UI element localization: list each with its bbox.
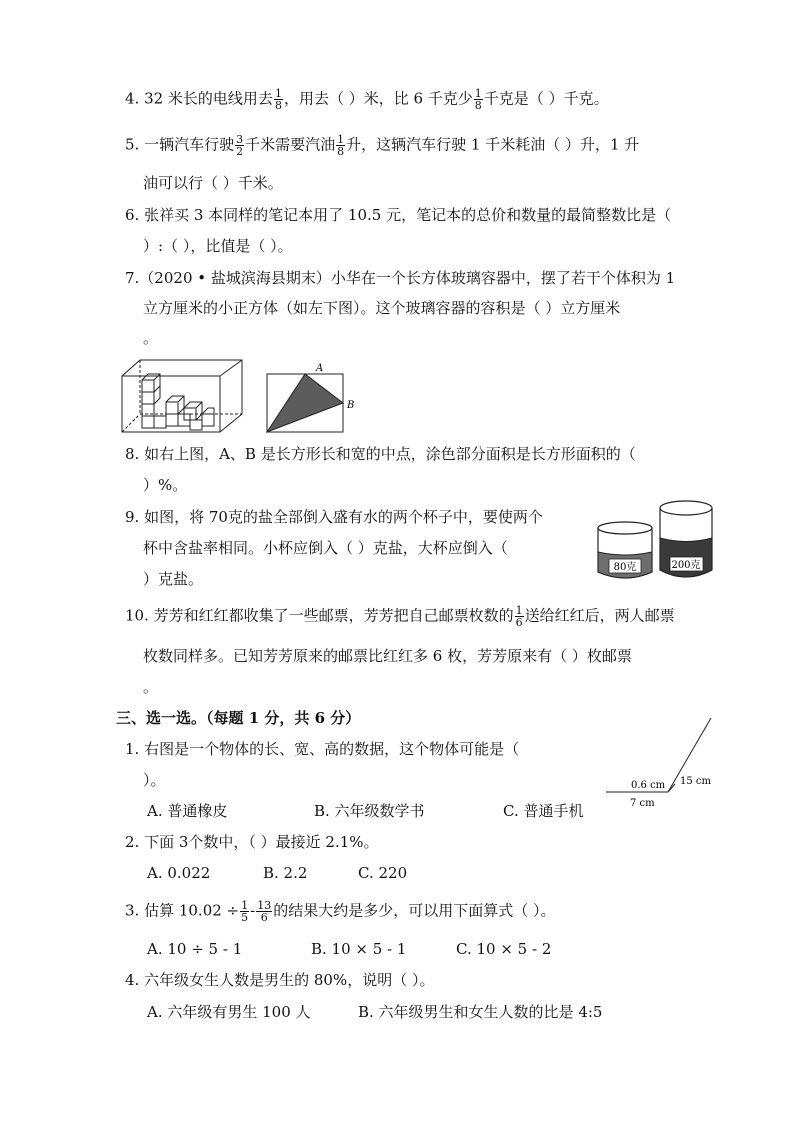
choice-3-option-b: B. 10 × 5 - 1 (311, 940, 407, 958)
choice-4-option-b: B. 六年级男生和女生人数的比是 4:5 (358, 1003, 603, 1021)
choice-question-2: 2. 下面 3个数中，（ ）最接近 2.1%。 (125, 833, 379, 851)
fraction: $\frac{1}{8}$ (337, 133, 345, 158)
fraction: $\frac{3}{2}$ (236, 133, 244, 158)
choice-question-1-line-2: ）。 (143, 771, 166, 789)
choice-1-option-b: B. 六年级数学书 (314, 802, 425, 820)
small-cup-label: 80克 (613, 562, 637, 573)
width-label: 0.6 cm (631, 780, 666, 791)
question-6: 6. 张祥买 3 本同样的笔记本用了 10.5 元，笔记本的总价和数量的最简整数比是（ (125, 206, 672, 224)
dimensions-figure (600, 714, 716, 810)
question-7: 7.（2020 • 盐城滨海县期末）小华在一个长方体玻璃容器中，摆了若干个体积为 1 (125, 269, 676, 287)
choice-2-option-b: B. 2.2 (263, 864, 308, 882)
choice-question-1: 1. 右图是一个物体的长、宽、高的数据，这个物体可能是（ (125, 740, 520, 758)
question-8-line-2: ）%。 (143, 476, 188, 494)
choice-question-3: 3. 估算 10.02 ÷ $\frac{1}{5}$ - $\frac{13}{6}$ 的结果大约是多少，可以用下面算式（ ）。 (125, 899, 556, 924)
choice-1-option-a: A. 普通橡皮 (147, 802, 228, 820)
choice-4-option-a: A. 六年级有男生 100 人 (147, 1003, 311, 1021)
cube-container-figure (120, 358, 246, 434)
large-cup (660, 501, 712, 577)
fraction: $\frac{13}{6}$ (257, 899, 272, 924)
cups-figure (594, 498, 716, 582)
section-3-title: 三、选一选。（每题 1 分，共 6 分） (116, 709, 361, 727)
large-cup-label: 200克 (671, 560, 701, 571)
question-8: 8. 如右上图，A、B 是长方形长和宽的中点，涂色部分面积是长方形面积的（ (125, 445, 636, 463)
question-9-line-2: 杯中含盐率相同。小杯应倒入（ ）克盐，大杯应倒入（ (143, 539, 508, 557)
fraction: $\frac{1}{8}$ (474, 87, 482, 112)
fraction: $\frac{1}{6}$ (515, 604, 523, 629)
question-9: 9. 如图，将 70克的盐全部倒入盛有水的两个杯子中，要使两个 (125, 508, 543, 526)
question-9-line-3: ）克盐。 (143, 570, 204, 588)
label-a: A (316, 363, 324, 374)
question-4: 4. 32 米长的电线用去 $\frac{1}{8}$ ，用去（ ）米，比 6 千克少 $\frac{1}{8}$ 千克是（ ）千克。 (125, 87, 609, 112)
height-label: 15 cm (680, 776, 711, 787)
question-10-line-3: 。 (143, 678, 159, 696)
choice-2-option-a: A. 0.022 (147, 864, 211, 882)
fraction: $\frac{1}{5}$ (241, 899, 249, 924)
choice-1-option-c: C. 普通手机 (503, 802, 584, 820)
length-label: 7 cm (630, 798, 655, 809)
small-cup (598, 522, 652, 578)
shaded-triangle (267, 374, 343, 432)
question-10-line-2: 枚数同样多。已知芳芳原来的邮票比红红多 6 枚，芳芳原来有（ ）枚邮票 (143, 647, 632, 665)
question-7-line-2: 立方厘米的小正方体（如左下图）。这个玻璃容器的容积是（ ）立方厘米 (143, 299, 621, 317)
choice-question-4: 4. 六年级女生人数是男生的 80%，说明（ ）。 (125, 971, 435, 989)
label-b: B (347, 400, 355, 411)
question-10: 10. 芳芳和红红都收集了一些邮票，芳芳把自己邮票枚数的 $\frac{1}{6}$ 送给红红后，两人邮票 (125, 604, 675, 629)
question-6-line-2: ）:（ ），比值是（ ）。 (143, 237, 293, 255)
choice-3-option-c: C. 10 × 5 - 2 (456, 940, 552, 958)
question-5-line-2: 油可以行（ ）千米。 (143, 174, 283, 192)
choice-3-option-a: A. 10 ÷ 5 - 1 (147, 940, 243, 958)
choice-2-option-c: C. 220 (358, 864, 408, 882)
fraction: $\frac{1}{8}$ (274, 87, 282, 112)
question-7-line-3: 。 (143, 329, 159, 347)
question-5: 5. 一辆汽车行驶 $\frac{3}{2}$ 千米需要汽油 $\frac{1}{8}$ 升，这辆汽车行驶 1 千米耗油（ ）升，1 升 (125, 133, 640, 158)
triangle-rectangle-figure (264, 360, 364, 436)
